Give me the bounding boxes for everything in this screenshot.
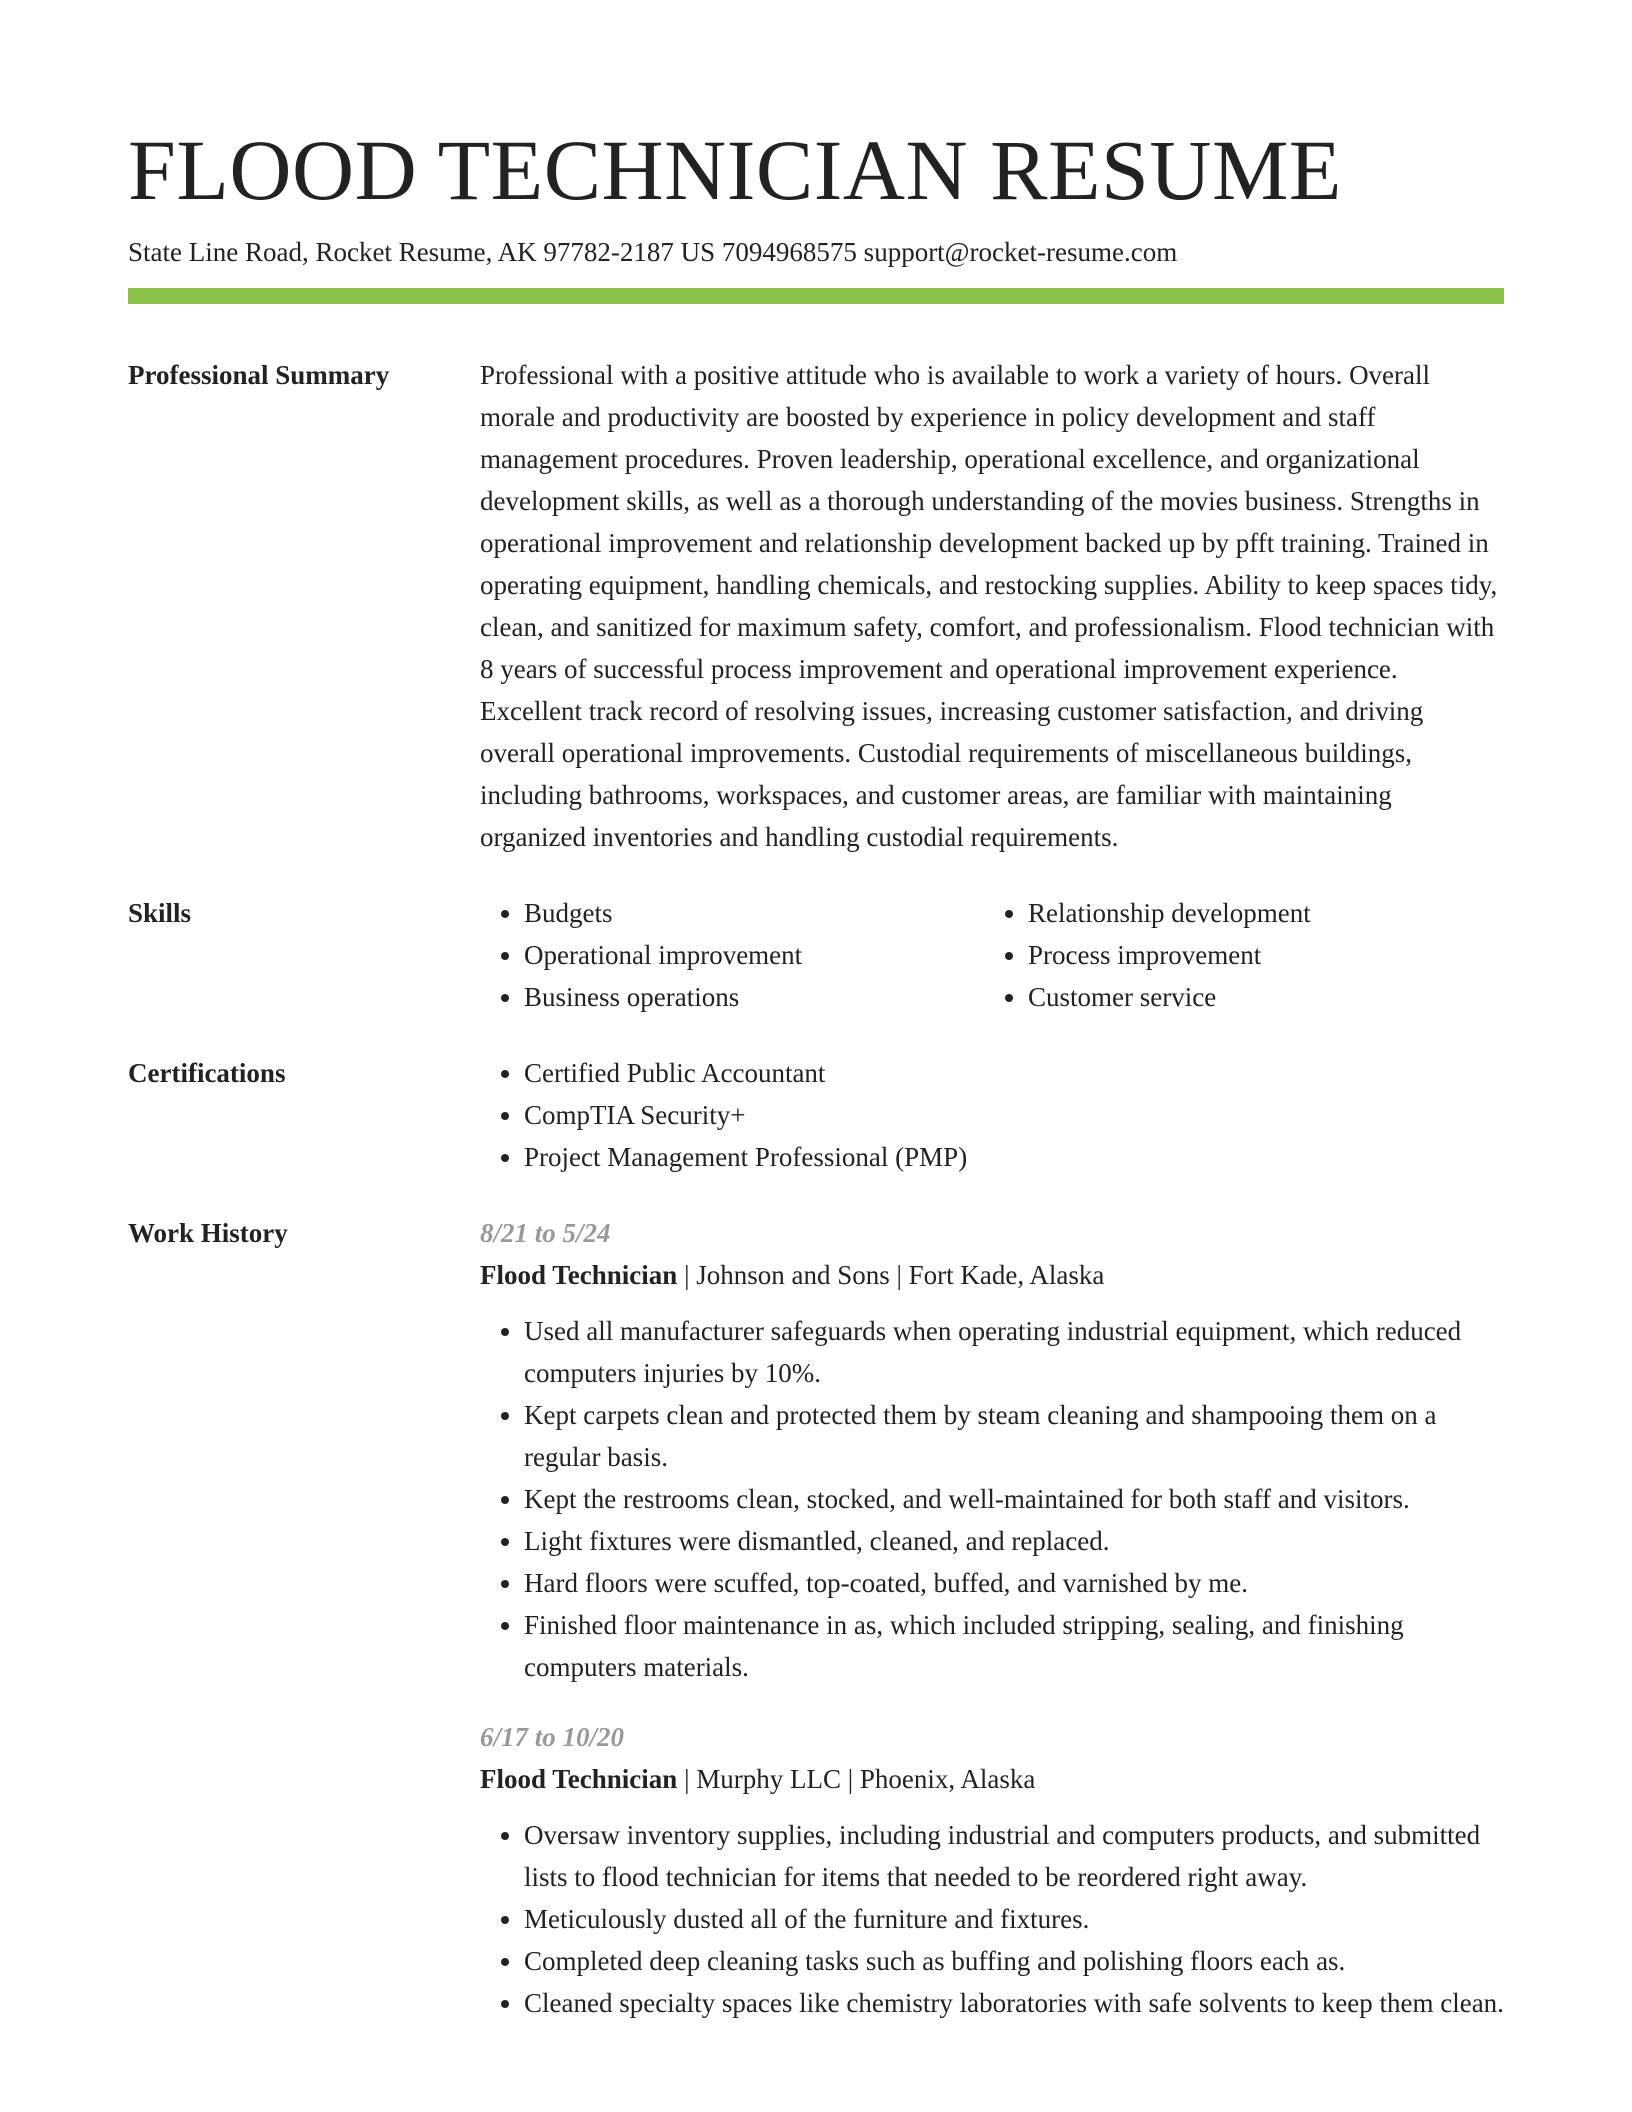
job-duty: • Kept carpets clean and protected them by steam cleaning and shampooing them on a regular basis.: [524, 1394, 1504, 1478]
work-history-label: Work History: [128, 1218, 288, 1248]
job-heading: [480, 1254, 1504, 1296]
certification-item: • Certified Public Accountant: [524, 1052, 1504, 1094]
certifications-section: [128, 1052, 1504, 1178]
job-title: Flood Technician: [480, 1260, 678, 1290]
summary-label: Professional Summary: [128, 360, 390, 390]
work-history-body: [480, 1212, 1504, 2052]
skills-list-left: [480, 892, 984, 1018]
resume-title: FLOOD TECHNICIAN RESUME: [128, 122, 1342, 218]
job-duties-list: [480, 1814, 1504, 2024]
skills-column-left: [480, 892, 984, 1018]
summary-section: [128, 354, 1504, 858]
skill-item: • Operational improvement: [524, 934, 984, 976]
job-dates: 8/21 to 5/24: [480, 1218, 611, 1248]
skill-item: • Relationship development: [1028, 892, 1488, 934]
skills-list-right: [984, 892, 1488, 1018]
skills-body: [480, 892, 1504, 1018]
skill-item: • Process improvement: [1028, 934, 1488, 976]
job-duty: • Oversaw inventory supplies, including industrial and computers products, and submitted lists to flood technician for items that needed to be reordered right away.: [524, 1814, 1504, 1898]
job-duty: • Hard floors were scuffed, top-coated, buffed, and varnished by me.: [524, 1562, 1504, 1604]
job-duty: • Completed deep cleaning tasks such as buffing and polishing floors each as.: [524, 1940, 1504, 1982]
certifications-label: Certifications: [128, 1058, 286, 1088]
job-duty: • Kept the restrooms clean, stocked, and well-maintained for both staff and visitors.: [524, 1478, 1504, 1520]
certifications-list: [480, 1052, 1504, 1178]
certification-item: • Project Management Professional (PMP): [524, 1136, 1504, 1178]
job-heading: [480, 1758, 1504, 1800]
job-entry: [480, 1212, 1504, 1688]
skill-item: • Customer service: [1028, 976, 1488, 1018]
contact-line: State Line Road, Rocket Resume, AK 97782-2187 US 7094968575 support@rocket-resume.com: [128, 237, 1178, 267]
job-entry: [480, 1716, 1504, 2024]
skills-column-right: [984, 892, 1488, 1018]
skill-item: • Business operations: [524, 976, 984, 1018]
skill-item: • Budgets: [524, 892, 984, 934]
job-duty: • Used all manufacturer safeguards when operating industrial equipment, which reduced computers injuries by 10%.: [524, 1310, 1504, 1394]
summary-body: [480, 354, 1504, 858]
summary-text: Professional with a positive attitude who is available to work a variety of hours. Overall morale and productivity are boosted by experience in policy development and staff management procedures. Proven leadership, operational excellence, and organizational development skills, as well as a thorough understanding of the movies business. Strengths in operational improvement and relationship development backed up by pfft training. Trained in operating equipment, handling chemicals, and restocking supplies. Ability to keep spaces tidy, clean, and sanitized for maximum safety, comfort, and professionalism. Flood technician with 8 years of successful process improvement and operational improvement experience. Excellent track record of resolving issues, increasing customer satisfaction, and driving overall operational improvements. Custodial requirements of miscellaneous buildings, including bathrooms, workspaces, and customer areas, are familiar with maintaining organized inventories and handling custodial requirements.: [480, 360, 1498, 852]
job-dates: 6/17 to 10/20: [480, 1722, 625, 1752]
job-duty: • Cleaned specialty spaces like chemistry laboratories with safe solvents to keep them clean.: [524, 1982, 1504, 2024]
skills-section: [128, 892, 1504, 1018]
job-duties-list: [480, 1310, 1504, 1688]
job-details: | Johnson and Sons | Fort Kade, Alaska: [677, 1260, 1105, 1290]
job-duty: • Meticulously dusted all of the furniture and fixtures.: [524, 1898, 1504, 1940]
job-duty: • Finished floor maintenance in as, which included stripping, sealing, and finishing computers materials.: [524, 1604, 1504, 1688]
certification-item: • CompTIA Security+: [524, 1094, 1504, 1136]
job-duty: • Light fixtures were dismantled, cleaned, and replaced.: [524, 1520, 1504, 1562]
job-title: Flood Technician: [480, 1764, 678, 1794]
accent-divider: [128, 288, 1504, 304]
skills-label: Skills: [128, 898, 192, 928]
job-details: | Murphy LLC | Phoenix, Alaska: [677, 1764, 1036, 1794]
certifications-body: [480, 1052, 1504, 1178]
work-history-section: [128, 1212, 1504, 2052]
